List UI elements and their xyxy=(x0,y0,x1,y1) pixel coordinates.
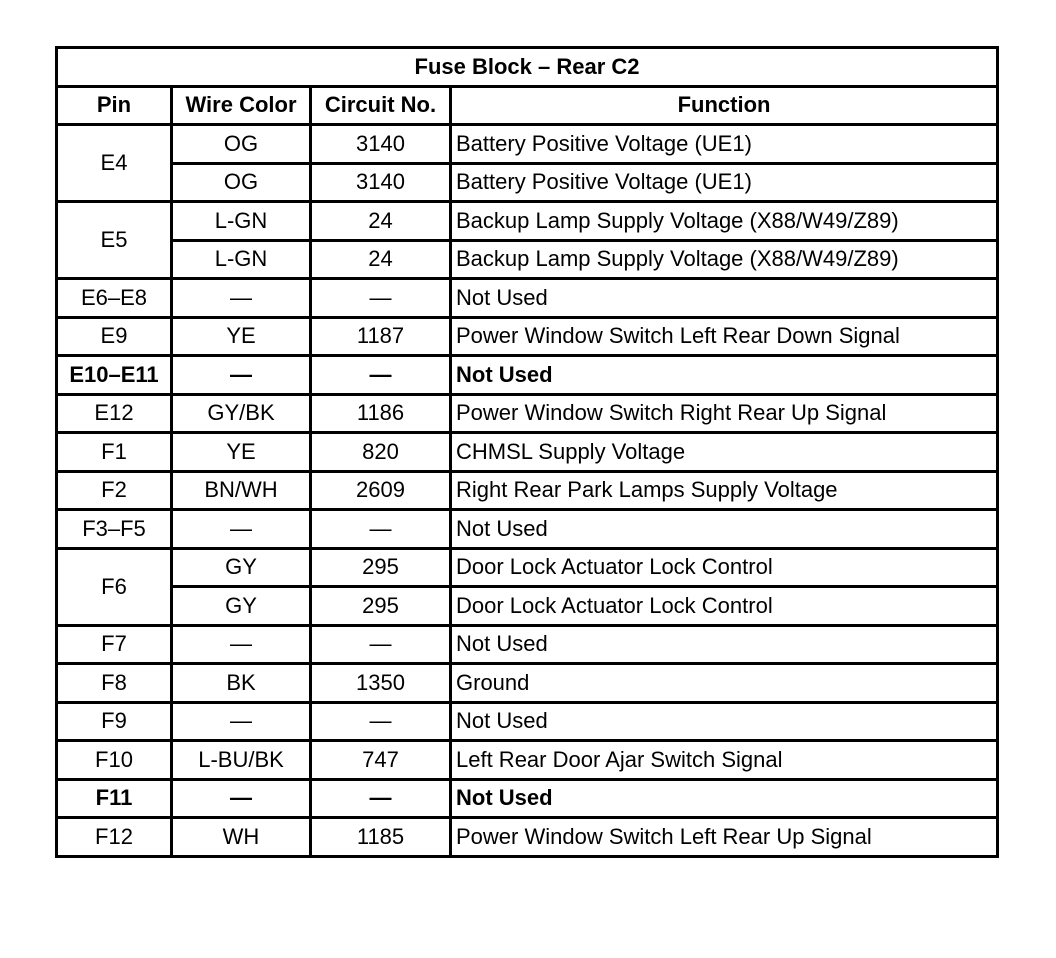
function-cell: Battery Positive Voltage (UE1) xyxy=(451,163,998,202)
table-row xyxy=(57,664,998,703)
table-row xyxy=(57,702,998,741)
function-cell: Not Used xyxy=(451,779,998,818)
wire-color-cell: L-GN xyxy=(172,202,311,241)
table-row xyxy=(57,163,998,202)
function-cell: Power Window Switch Right Rear Up Signal xyxy=(451,394,998,433)
table-row xyxy=(57,202,998,241)
wire-color-cell: — xyxy=(172,625,311,664)
circuit-no-cell: 1185 xyxy=(311,818,451,857)
pin-cell: F8 xyxy=(57,664,172,703)
wire-color-cell: BK xyxy=(172,664,311,703)
table-row xyxy=(57,818,998,857)
header-function: Function xyxy=(451,86,998,125)
circuit-no-cell: 24 xyxy=(311,202,451,241)
function-cell: Door Lock Actuator Lock Control xyxy=(451,587,998,626)
function-cell: Not Used xyxy=(451,702,998,741)
table-body xyxy=(57,125,998,857)
header-circuit-no: Circuit No. xyxy=(311,86,451,125)
table-row xyxy=(57,625,998,664)
fuse-block-table xyxy=(55,46,999,858)
table-row xyxy=(57,279,998,318)
wire-color-cell: — xyxy=(172,779,311,818)
pin-cell: F10 xyxy=(57,741,172,780)
wire-color-cell: BN/WH xyxy=(172,471,311,510)
pin-cell: F6 xyxy=(57,548,172,625)
function-cell: Left Rear Door Ajar Switch Signal xyxy=(451,741,998,780)
table-row xyxy=(57,317,998,356)
circuit-no-cell: 295 xyxy=(311,548,451,587)
function-cell: Right Rear Park Lamps Supply Voltage xyxy=(451,471,998,510)
pin-cell: F3–F5 xyxy=(57,510,172,549)
wire-color-cell: — xyxy=(172,279,311,318)
circuit-no-cell: — xyxy=(311,356,451,395)
table-row xyxy=(57,240,998,279)
function-cell: Not Used xyxy=(451,279,998,318)
table-row xyxy=(57,741,998,780)
circuit-no-cell: — xyxy=(311,510,451,549)
table-row xyxy=(57,125,998,164)
wire-color-cell: GY xyxy=(172,587,311,626)
wire-color-cell: — xyxy=(172,510,311,549)
table-title: Fuse Block – Rear C2 xyxy=(57,48,998,87)
function-cell: Not Used xyxy=(451,356,998,395)
circuit-no-cell: 2609 xyxy=(311,471,451,510)
wire-color-cell: YE xyxy=(172,433,311,472)
circuit-no-cell: — xyxy=(311,779,451,818)
pin-cell: F7 xyxy=(57,625,172,664)
circuit-no-cell: 1350 xyxy=(311,664,451,703)
wire-color-cell: L-GN xyxy=(172,240,311,279)
table-row xyxy=(57,356,998,395)
wire-color-cell: L-BU/BK xyxy=(172,741,311,780)
function-cell: Battery Positive Voltage (UE1) xyxy=(451,125,998,164)
pin-cell: F11 xyxy=(57,779,172,818)
function-cell: Backup Lamp Supply Voltage (X88/W49/Z89) xyxy=(451,240,998,279)
circuit-no-cell: 24 xyxy=(311,240,451,279)
wire-color-cell: — xyxy=(172,702,311,741)
wire-color-cell: GY xyxy=(172,548,311,587)
circuit-no-cell: — xyxy=(311,625,451,664)
table-row xyxy=(57,433,998,472)
function-cell: Not Used xyxy=(451,510,998,549)
function-cell: Door Lock Actuator Lock Control xyxy=(451,548,998,587)
pin-cell: E12 xyxy=(57,394,172,433)
header-wire-color: Wire Color xyxy=(172,86,311,125)
pin-cell: E5 xyxy=(57,202,172,279)
table-row xyxy=(57,587,998,626)
wire-color-cell: OG xyxy=(172,125,311,164)
table-row xyxy=(57,394,998,433)
pin-cell: E4 xyxy=(57,125,172,202)
function-cell: Power Window Switch Left Rear Down Signal xyxy=(451,317,998,356)
function-cell: Backup Lamp Supply Voltage (X88/W49/Z89) xyxy=(451,202,998,241)
wire-color-cell: WH xyxy=(172,818,311,857)
function-cell: Power Window Switch Left Rear Up Signal xyxy=(451,818,998,857)
header-pin: Pin xyxy=(57,86,172,125)
circuit-no-cell: 747 xyxy=(311,741,451,780)
circuit-no-cell: 3140 xyxy=(311,163,451,202)
pin-cell: F12 xyxy=(57,818,172,857)
pin-cell: E10–E11 xyxy=(57,356,172,395)
table-row xyxy=(57,471,998,510)
pin-cell: E9 xyxy=(57,317,172,356)
circuit-no-cell: 3140 xyxy=(311,125,451,164)
function-cell: CHMSL Supply Voltage xyxy=(451,433,998,472)
circuit-no-cell: 1187 xyxy=(311,317,451,356)
function-cell: Not Used xyxy=(451,625,998,664)
pin-cell: E6–E8 xyxy=(57,279,172,318)
circuit-no-cell: 1186 xyxy=(311,394,451,433)
table-row xyxy=(57,548,998,587)
circuit-no-cell: 820 xyxy=(311,433,451,472)
circuit-no-cell: — xyxy=(311,279,451,318)
circuit-no-cell: 295 xyxy=(311,587,451,626)
wire-color-cell: — xyxy=(172,356,311,395)
wire-color-cell: GY/BK xyxy=(172,394,311,433)
pin-cell: F2 xyxy=(57,471,172,510)
table-row xyxy=(57,779,998,818)
function-cell: Ground xyxy=(451,664,998,703)
table-row xyxy=(57,510,998,549)
circuit-no-cell: — xyxy=(311,702,451,741)
pin-cell: F9 xyxy=(57,702,172,741)
wire-color-cell: OG xyxy=(172,163,311,202)
wire-color-cell: YE xyxy=(172,317,311,356)
pin-cell: F1 xyxy=(57,433,172,472)
